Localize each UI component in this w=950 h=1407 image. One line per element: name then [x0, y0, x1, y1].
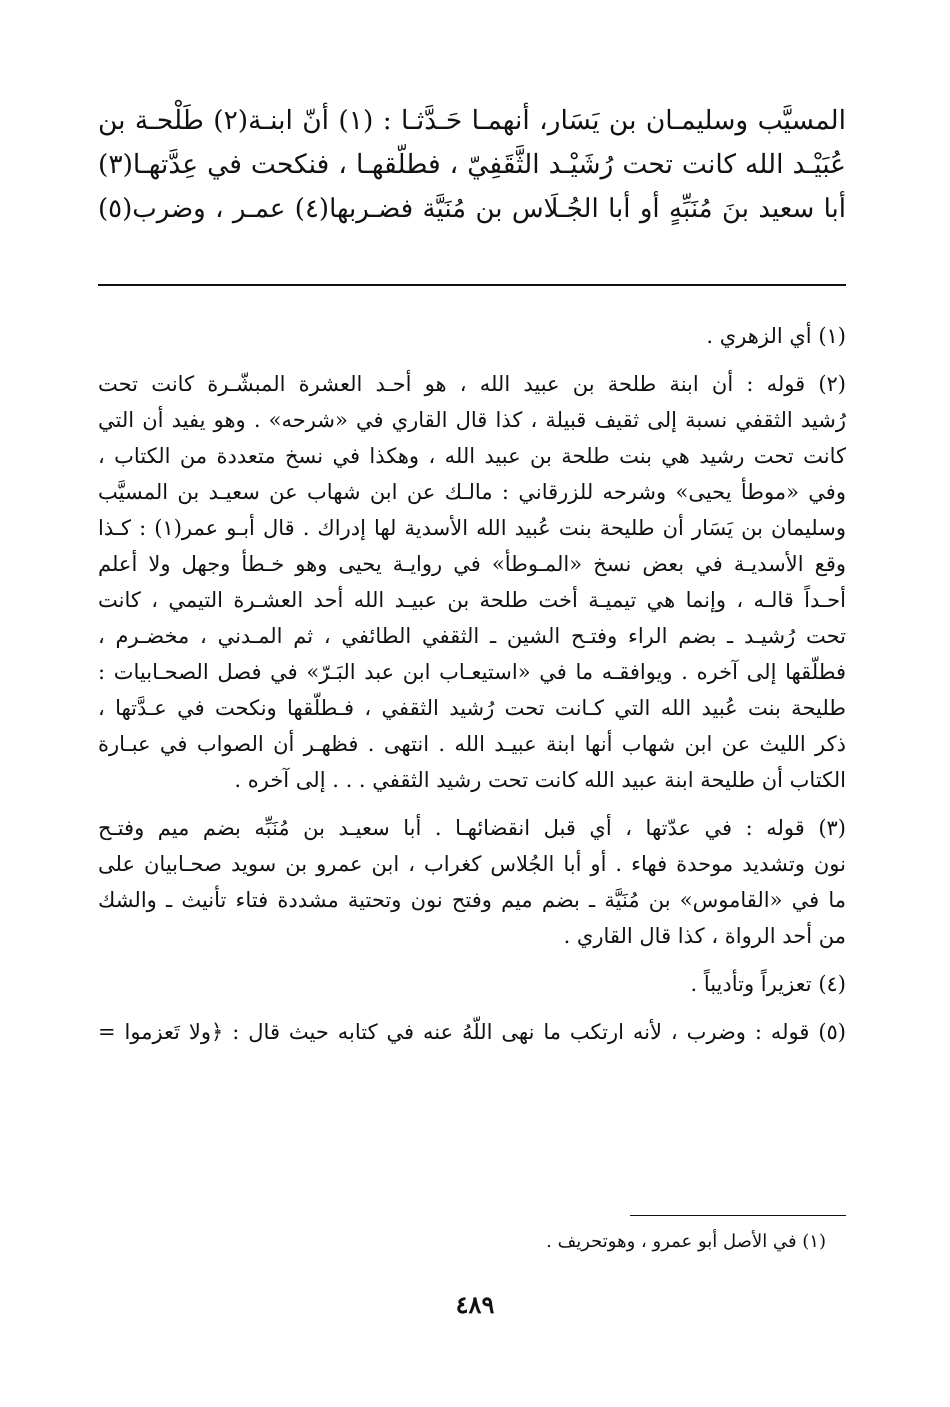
main-text-line: أبا سعيد بنَ مُنَبِّهٍ أو أبا الجُـلَاس بن مُنَيَّة فضـربها(٤) عمـر ، وضرب(٥) — [98, 194, 846, 224]
note-line: ما في «القاموس» بن مُنَيَّة ـ بضم ميم وفتح نون وتحتية مشددة فتاء تأنيث ـ والشك — [98, 888, 846, 912]
note-line: فطلّقها إلى آخره . ويوافقـه ما في «استيعـاب ابن عبد البَـرّ» في فصل الصحـابيات : — [98, 660, 846, 684]
note-line: تحت رُشيـد ـ بضم الراء وفتـح الشين ـ الثقفي الطائفي ، ثم المـدني ، مخضـرم ، — [98, 624, 846, 648]
note-line: ذكر الليث عن ابن شهاب أنها ابنة عبيـد الله . انتهى . فظهـر أن الصواب في عبـارة — [98, 732, 846, 756]
page-number: ٤٨٩ — [455, 1290, 495, 1319]
note-line: من أحد الرواة ، كذا قال القاري . — [563, 924, 846, 948]
note-line: (٣) قوله : في عدّتها ، أي قبل انقضائهـا . أبا سعيـد بن مُنَبِّه بضم ميم وفتـح — [98, 816, 846, 840]
note-line: وقع الأسديـة في بعض نسخ «المـوطأ» في روايـة يحيى وهو خـطأ وجهل ولا أعلم — [98, 552, 846, 576]
note-line: طليحة بنت عُبيد الله التي كـانت تحت رُشيد الثقفي ، فـطلّقها ونكحت في عـدَّتها ، — [98, 696, 846, 720]
note-line: (٥) قوله : وضرب ، لأنه ارتكب ما نهى اللّهُ عنه في كتابه حيث قال : ﴿ولا تَعزموا = — [98, 1020, 846, 1044]
note-line: كانت تحت رشيد هي بنت طلحة بن عبيد الله ، وهكذا في نسخ متعددة من الكتاب ، — [98, 444, 846, 468]
note-line: وسليمان بن يَسَار أن طليحة بنت عُبيد الله الأسدية لها إدراك . قال أبـو عمر(١) : كـذا — [98, 516, 846, 540]
commentary-note-1 — [98, 318, 846, 354]
main-text — [98, 100, 846, 232]
note-line: (٤) تعزيراً وتأديباً . — [690, 972, 846, 996]
commentary-notes — [98, 318, 846, 1062]
note-line: أحـداً قالـه ، وإنما هي تيميـة أخت طلحة بن عبيـد الله أحد العشـرة التيمي ، كانت — [98, 588, 846, 612]
note-line: رُشيد الثقفي نسبة إلى ثقيف قبيلة ، كذا قال القاري في «شرحه» . وهو يفيد أن التي — [98, 408, 846, 432]
main-text-line: عُبَيْـد الله كانت تحت رُشَيْـد الثَّقَفِيّ ، فطلّقهـا ، فنكحت في عِدَّتهـا(٣) — [98, 149, 846, 180]
commentary-note-2 — [98, 366, 846, 798]
note-line: الكتاب أن طليحة ابنة عبيد الله كانت تحت رشيد الثقفي . . . إلى آخره . — [234, 768, 846, 792]
note-line: (١) أي الزهري . — [706, 324, 846, 348]
separator-rule — [98, 284, 846, 286]
main-text-line: المسيَّب وسليمـان بن يَسَار، أنهمـا حَـدَّثـا : (١) أنّ ابنـة(٢) طَلْحـة بن — [98, 105, 846, 136]
note-line: (٢) قوله : أن ابنة طلحة بن عبيد الله ، هو أحـد العشرة المبشّـرة كانت تحت — [98, 372, 846, 396]
note-line: وفي «موطأ يحيى» وشرحه للزرقاني : مالـك عن ابن شهاب عن سعيـد بن المسيَّب — [98, 480, 846, 504]
footnote-rule — [630, 1215, 846, 1216]
footnote: (١) في الأصل أبو عمرو ، وهوتحريف . — [546, 1231, 826, 1252]
commentary-note-4 — [98, 966, 846, 1002]
commentary-note-3 — [98, 810, 846, 954]
commentary-note-5 — [98, 1014, 846, 1050]
note-line: نون وتشديد موحدة فهاء . أو أبا الجُلاس كغراب ، ابن عمرو بن سويد صحـابيان على — [98, 852, 846, 876]
